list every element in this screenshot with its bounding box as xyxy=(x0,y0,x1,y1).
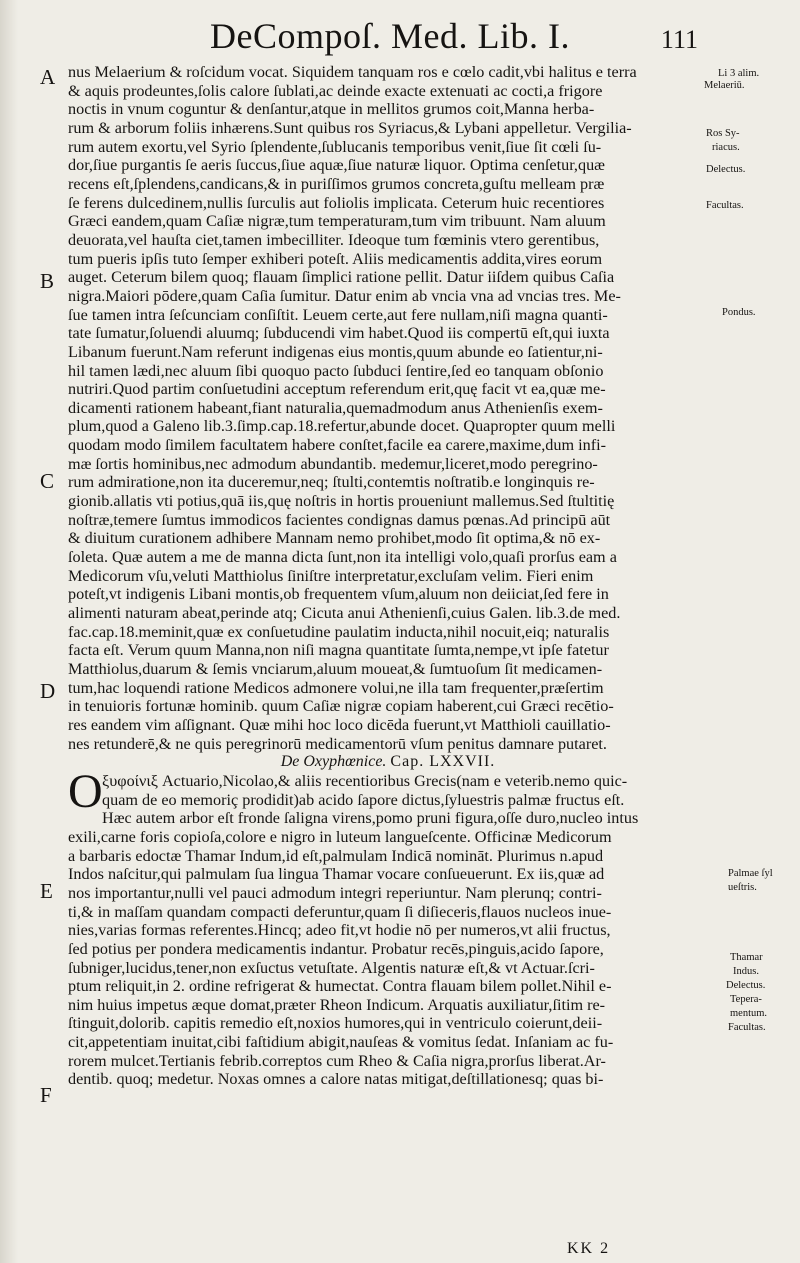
text-line: fac.cap.18.meminit,quæ ex conſuetudine paulatim inducta,nihil nocuit,eiq; naturalis xyxy=(68,622,610,641)
running-head: DeCompoſ. Med. Lib. I. xyxy=(210,16,570,56)
text-line: tum pueris ipſis tuto ſemper exhiberi poteſt. Aliis medicamentis addita,vires eorum xyxy=(68,249,603,268)
text-line: nus Melaerium & roſcidum vocat. Siquidem tanquam ros e cœlo cadit,vbi halitus e terra xyxy=(68,63,637,81)
text-line: alimenti naturam abeat,perinde atq; Cicuta anui Athenienſi,cuius Galen. lib.3.de med. xyxy=(68,604,621,623)
text-line: mæ ſortis hominibus,nec admodum abundantib. medemur,liceret,modo peregrino- xyxy=(68,454,598,473)
text-line: ſue tamen intra ſeſcunciam conſiſtit. Leuem certe,aut fere nullam,niſi magna quanti- xyxy=(68,305,608,324)
text-line: gionib.allatis vti potius,quā iis,quę noſtris in hortis proueniunt mallemus.Sed ſtultitię xyxy=(68,492,615,511)
text-line: cit,appetentiam inuitat,cibi faſtidium abigit,nauſeas & vomitus ſedat. Inſaniam ac fu- xyxy=(68,1033,614,1052)
section-letter-a: A xyxy=(40,65,56,89)
margin-note: Li 3 alim. xyxy=(718,68,760,79)
section-letter-d: D xyxy=(40,679,56,703)
text-line: ξυφοίνιξ Actuario,Nicolao,& aliis recentioribus Grecis(nam e veterib.nemo quic- xyxy=(102,771,628,790)
margin-note: Indus. xyxy=(733,966,759,977)
margin-note: Delectus. xyxy=(706,164,746,175)
text-line: exili,carne foris copioſa,colore e nigro in luteum langueſcente. Officinæ Medicorum xyxy=(68,827,612,846)
text-line: nutriri.Quod partim conſuetudini acceptum referendum erit,quę facit vt ea,quæ me- xyxy=(68,380,606,399)
text-line: noctis in vnum coguntur & denſantur,atque in mellitos grumos coit,Manna herba- xyxy=(68,100,595,119)
text-line: dicamenti rationem habeant,fiant naturalia,quemadmodum anus Athenienſis exem- xyxy=(68,398,603,417)
margin-note: Delectus. xyxy=(726,980,766,991)
text-line: deuorata,vel hauſta ciet,tamen imbecilliter. Ideoque tum fœminis vtero gerentibus, xyxy=(68,230,600,249)
text-line: rum & arborum foliis inhærens.Sunt quibus ros Syriacus,& Lybani appelletur. Vergilia- xyxy=(68,118,632,137)
text-line: poteſt,vt indigenis Libani montis,ob frequentem vſum,aluum non deiiciat,ſed fere in xyxy=(68,585,609,604)
text-line: nigra.Maiori pōdere,quam Caſia ſumitur. Datur enim ab vncia vna ad vncias tres. Me- xyxy=(68,286,621,305)
catchword-signature: KK 2 xyxy=(567,1240,611,1257)
text-line: rum autem exortu,vel Syrio ſplendente,ſublucanis temporibus venit,ſiue ſit cœli ſu- xyxy=(68,137,602,156)
chapter-number: Cap. LXXVII. xyxy=(390,753,496,771)
drop-cap: O xyxy=(68,764,103,818)
text-line: ſubniger,lucidus,tener,non exſuctus vetuſtate. Algentis naturæ eſt,& vt Actuar.ſcri- xyxy=(68,958,595,977)
text-line: rorem mulcet.Tertianis febrib.correptos cum Rheo & Caſia nigra,prorſus liberat.Ar- xyxy=(68,1051,606,1070)
margin-note: Tepera- xyxy=(730,994,762,1005)
text-line: a barbaris edoctæ Thamar Indum,id eſt,palmulam Indicā nomināt. Plurimus n.apud xyxy=(68,846,604,865)
page-edge-shadow xyxy=(0,0,18,1263)
margin-note: Thamar xyxy=(730,952,763,963)
text-line: recens eſt,ſplendens,candicans,& in puriſſimos grumos concreta,guſtu melleam præ xyxy=(68,174,605,193)
section-letter-b: B xyxy=(40,269,55,293)
text-line: tum,hac loquendi ratione Medicos admonere volui,ne illa tam frequenter,præſertim xyxy=(68,678,604,697)
chapter-body xyxy=(68,764,708,1089)
text-line: & aquis prodeuntes,ſolis calore ſublati,ac deinde exacte extenuati ac cocti,a frigore xyxy=(68,81,603,100)
text-line: nies,varias formas referentes.Hincq; adeo fit,vt hodie nō per numeros,vt alii fructus, xyxy=(68,921,611,940)
text-line: ti,& in maſſam quandam compacti deferuntur,quam ſi diſieceris,flauos nucleos inue- xyxy=(68,902,612,921)
margin-note: Facultas. xyxy=(706,200,744,211)
section-letter-e: E xyxy=(40,879,53,903)
text-line: ſtinguit,dolorib. capitis remedio eſt,noxios humores,qui in ventriculo coierunt,deii- xyxy=(68,1014,603,1033)
chapter-heading xyxy=(68,753,708,772)
text-line: dentib. quoq; medetur. Noxas omnes a calore natas mitigat,deſtillationesq; quas bi- xyxy=(68,1070,604,1089)
text-line: Indos naſcitur,qui palmulam ſua lingua Thamar vocare conſueuerunt. Ex iis,quæ ad xyxy=(68,865,605,884)
text-line: quodam modo ſimilem facultatem habere conſtet,facile ea carere,maxime,dum infi- xyxy=(68,436,607,455)
text-line: nes retunderē,& ne quis peregrinorū medicamentorū vſum penitus damnare putaret. xyxy=(68,734,607,753)
text-line: facta eſt. Verum quum Manna,non niſi magna quantitate ſumta,nempe,vt ipſe fatetur xyxy=(68,641,609,660)
chapter-title: De Oxyphœnice. xyxy=(280,753,387,771)
text-line: Matthiolus,duarum & ſemis vnciarum,aluum moueat,& ſumtuoſum ſit medicamen- xyxy=(68,660,603,678)
text-line: nos importantur,nulli vel pauci admodum integri reperiuntur. Nam plerunq; contri- xyxy=(68,883,602,902)
text-line: ptum reliquit,in 2. ordine refrigerat & humectat. Contra flauam bilem pollet.Nihil e- xyxy=(68,977,612,996)
page-number: 111 xyxy=(660,25,698,54)
text-line: Libanum fuerunt.Nam referunt indigenas eius montis,quum abunde eo ſatientur,ni- xyxy=(68,342,603,361)
text-line: noſtræ,temere ſumtus immodicos facientes condignas damus pœnas.Ad principū aūt xyxy=(68,510,611,529)
margin-note: Ros Sy- xyxy=(706,128,740,139)
main-text-block xyxy=(68,63,708,1089)
text-line: ſed potius per pondera medicamentis indantur. Probatur recēs,pinguis,acido ſapore, xyxy=(68,939,604,958)
text-line: plum,quod a Galeno lib.3.ſimp.cap.18.refertur,abunde docet. Quapropter quum melli xyxy=(68,417,616,436)
text-line: hil tamen lædi,nec aluum ſibi quoquo pacto ſubduci ſentire,ſed eo tanquam obſonio xyxy=(68,361,604,380)
margin-note: Palmae ſyl xyxy=(728,868,773,879)
margin-note: riacus. xyxy=(712,142,740,153)
text-line: auget. Ceterum bilem quoq; flauam ſimplici ratione pellit. Datur iiſdem quibus Caſia xyxy=(68,268,615,287)
text-line: tate ſumatur,ſoluendi aluumq; ſubducendi vim habet.Quod iis compertū eſt,qui iuxta xyxy=(68,324,610,343)
text-line: Græci eandem,quam Caſiæ nigræ,tum temperaturam,tum vim tribuunt. Nam aluum xyxy=(68,212,606,231)
section-letter-c: C xyxy=(40,469,55,493)
margin-note: Pondus. xyxy=(722,307,756,318)
text-line: rum admiratione,non ita duceremur,neq; ſtulti,contemtis noſtratib.e longinquis re- xyxy=(68,473,595,492)
section-letter-f: F xyxy=(40,1083,52,1107)
text-line: ſoleta. Quæ autem a me de manna dicta ſunt,non ita intelligi volo,quaſi prorſus eam a xyxy=(68,548,617,567)
text-line: & diuitum curationem adhibere Mannam nemo prohibet,modo ſit optima,& nō ex- xyxy=(68,529,601,548)
margin-note: mentum. xyxy=(730,1008,768,1019)
text-line: quam de eo memoriç prodidit)ab acido ſapore dictus,ſyluestris palmæ fructus eſt. xyxy=(102,790,625,809)
text-line: dor,ſiue purgantis ſe aeris ſuccus,ſiue aquæ,ſiue naturæ liquor. Optima cenſetur,quæ xyxy=(68,156,605,175)
margin-note: ueſtris. xyxy=(728,882,757,893)
margin-note: Facultas. xyxy=(728,1022,766,1033)
text-line: Medicorum vſu,veluti Matthiolus ſiniſtre interpretatur,excluſam velim. Fieri enim xyxy=(68,566,594,585)
margin-note: Melaeriū. xyxy=(704,80,745,91)
text-line: res eandem vim aſſignant. Quæ mihi hoc loco dicēda fuerunt,vt Matthioli cauillatio- xyxy=(68,715,611,734)
text-line: in tenuioris fortunæ hominib. quum Caſiæ nigræ copiam haberent,cui Græci recētio- xyxy=(68,697,614,716)
text-line: ſe ferens dulcedinem,nullis ſurculis aut foliolis implicata. Ceterum huic recentiores xyxy=(68,193,605,212)
text-line: nim huius impetus æque domat,præter Rheon Indicum. Arquatis auxiliatur,ſitim re- xyxy=(68,995,606,1014)
text-line: Hæc autem arbor eſt fronde ſaligna virens,pomo pruni figura,oſſe duro,nucleo intus xyxy=(102,809,639,828)
